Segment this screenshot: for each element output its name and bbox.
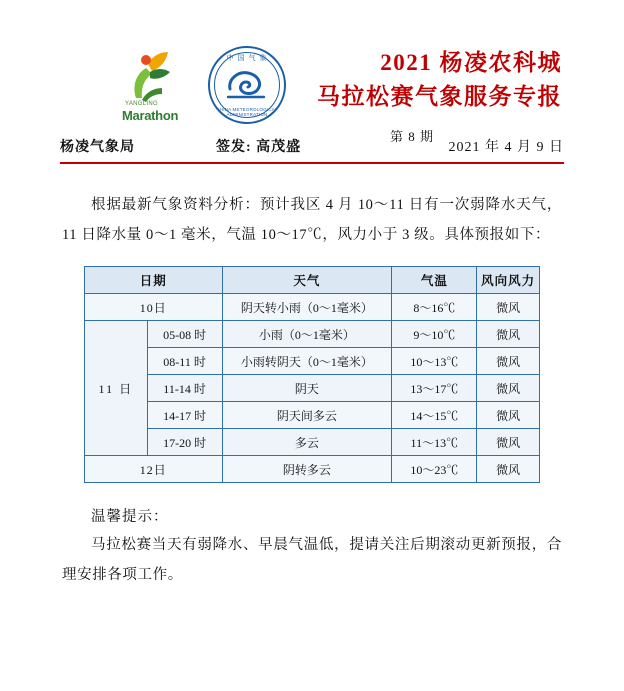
cell-wind: 微风 (477, 375, 540, 402)
cell-time: 08-11 时 (147, 348, 222, 375)
th-wind: 风向风力 (477, 267, 540, 294)
title-block (300, 46, 624, 145)
issue-number: 第 8 期 (389, 129, 434, 144)
marathon-logo-small-label: YANGLING (125, 101, 158, 107)
cell-weather: 小雨（0～1毫米） (222, 321, 392, 348)
tips-title: 温馨提示： (91, 509, 169, 525)
th-date: 日期 (85, 267, 223, 294)
table-row (85, 375, 540, 402)
runner-icon (126, 48, 176, 104)
table-row (85, 402, 540, 429)
cell-time: 14-17 时 (147, 402, 222, 429)
cell-weather: 阴天转小雨（0～1毫米） (222, 294, 392, 321)
china-meteorological-logo (208, 46, 286, 124)
cell-wind: 微风 (477, 402, 540, 429)
table-header-row (85, 267, 540, 294)
cell-temperature: 11～13℃ (392, 429, 477, 456)
cell-weather: 阴转多云 (222, 456, 392, 483)
issue-date: 2021 年 4 月 9 日 (448, 140, 564, 155)
cell-temperature: 8～16℃ (392, 294, 477, 321)
cell-weather: 多云 (222, 429, 392, 456)
signer: 签发: 高茂盛 (216, 140, 302, 155)
table-row (85, 321, 540, 348)
table-row (85, 456, 540, 483)
met-logo-top-text: 中 国 气 象 (226, 55, 268, 62)
forecast-table-wrapper (84, 266, 540, 483)
document-title-line-2: 马拉松赛气象服务专报 (317, 84, 562, 109)
cell-wind: 微风 (477, 321, 540, 348)
cell-temperature: 14～15℃ (392, 402, 477, 429)
document-title-line-1: 2021 杨凌农科城 (380, 50, 562, 75)
cell-temperature: 10～23℃ (392, 456, 477, 483)
cell-time: 05-08 时 (147, 321, 222, 348)
tips-text: 马拉松赛当天有弱降水、早晨气温低，提请关注后期滚动更新预报，合理安排各项工作。 (62, 537, 562, 583)
cell-wind: 微风 (477, 429, 540, 456)
cell-weather: 阴天 (222, 375, 392, 402)
cell-date: 12日 (85, 456, 223, 483)
cell-date-day11: 11 日 (85, 321, 148, 456)
cell-time: 11-14 时 (147, 375, 222, 402)
marathon-logo (118, 46, 190, 126)
meta-section (60, 136, 564, 164)
table-row (85, 429, 540, 456)
cell-temperature: 10～13℃ (392, 348, 477, 375)
cell-wind: 微风 (477, 348, 540, 375)
marathon-logo-main-label: Marathon (122, 108, 179, 123)
document-header (0, 0, 624, 144)
cell-weather: 小雨转阴天（0～1毫米） (222, 348, 392, 375)
cell-wind: 微风 (477, 294, 540, 321)
forecast-table (84, 266, 540, 483)
cell-temperature: 13～17℃ (392, 375, 477, 402)
forecast-paragraph: 根据最新气象资料分析：预计我区 4 月 10～11 日有一次弱降水天气，11 日降水量 0～1 毫米，气温 10～17℃，风力小于 3 级。具体预报如下： (62, 197, 562, 243)
meta-row (60, 136, 564, 156)
cell-weather: 阴天间多云 (222, 402, 392, 429)
cell-time: 17-20 时 (147, 429, 222, 456)
table-row (85, 294, 540, 321)
th-temperature: 气温 (392, 267, 477, 294)
cell-temperature: 9～10℃ (392, 321, 477, 348)
cell-wind: 微风 (477, 456, 540, 483)
logo-group (0, 46, 300, 126)
met-logo-bottom-text: CHINA METEOROLOGICAL ADMINISTRATION (216, 107, 278, 117)
cell-date: 10日 (85, 294, 223, 321)
issuing-organization: 杨凌气象局 (60, 140, 135, 155)
cloud-swirl-icon (224, 67, 270, 103)
table-row (85, 348, 540, 375)
th-weather: 天气 (222, 267, 392, 294)
